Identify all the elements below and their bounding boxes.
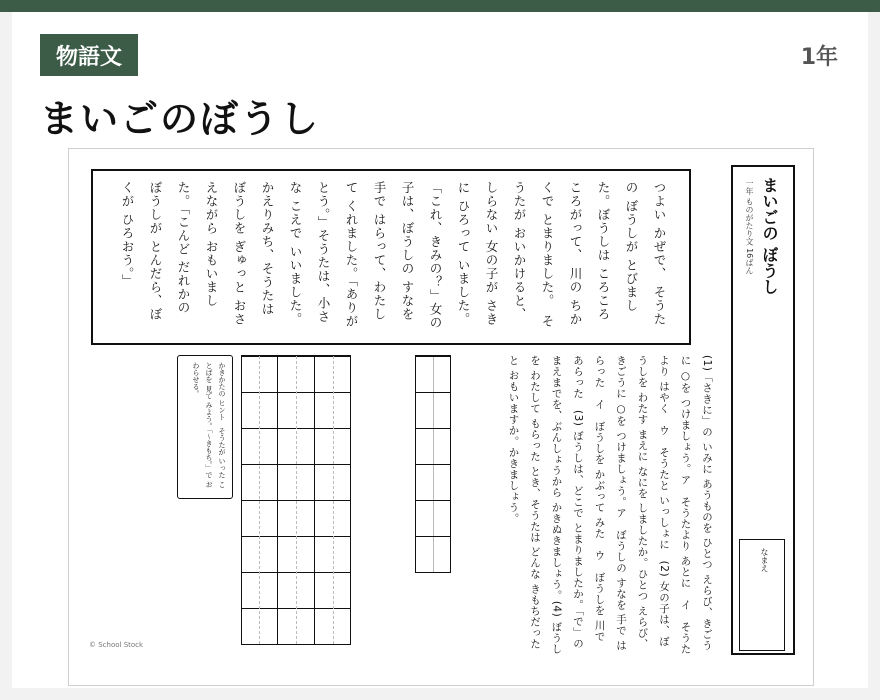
worksheet-preview[interactable] [68,148,814,686]
name-box [739,539,785,651]
copyright: © School Stock [89,641,144,649]
hint-box [177,355,233,499]
story-text: つよい かぜで、 そうたの ぼうしが とびました。ぼうしは ころころころがって、 川の ちかくで とまりました。 そうたが おいかけると、しらない 女の子が さきに ひろって いました。「これ、きみの？」女の子は、ぼうしの すなを 手で はらって、わたして くれました。「ありがとう。」そうたは、小さな こえで いいました。 かえりみち、そうたは ぼうしを ぎゅっと おさえながら おもいました。「こんど だれかの ぼうしが とんだら、ぼくが ひろおう。」 [120,181,667,334]
grid-guide-line [333,356,334,644]
worksheet-name: まいごの ぼうし [760,177,779,295]
answer-grid-q4 [241,355,351,645]
category-badge: 物語文 [40,34,138,76]
questions-text: (1)「さきに」の いみに あうものを ひとつ えらび、きごうに ○を つけましょう。ア そうたより あとに イ そうたより はやく ウ そうたと いっしょに (2) 女の子は、ぼうしを わたす まえに なにを しましたか。ひとつ えらび、きごうに ○を つけましょう。ア ぼうしの すなを 手で はらった イ ぼうしを かぶって みた ウ ぼうしを 川で あらった (3) ぼうしは、どこで とまりましたか。「で」の まえまでを、ぶんしょうから かきぬきましょう。(4) ぼうしを わたして もらった とき、そうたは どんな きもちだったと おもいますか。かきましょう。 [507,355,713,655]
page-title: まいごのぼうし [40,97,321,141]
top-bar [0,0,880,12]
grid-guide-line [259,356,260,644]
hint-text: かきかたの ヒント そうたが いった ことばを 見て みよう。「〜きもち。」で おわらせる。 [192,362,226,488]
worksheet-title-panel [731,165,795,655]
name-label: なまえ [760,548,769,572]
grid-guide-line [296,356,297,644]
story-box [91,169,691,345]
answer-grid-q3 [415,355,451,573]
grade-label: 1年 [800,45,838,70]
worksheet-subtitle: 一年 ものがたり文 16ばん [745,179,754,275]
